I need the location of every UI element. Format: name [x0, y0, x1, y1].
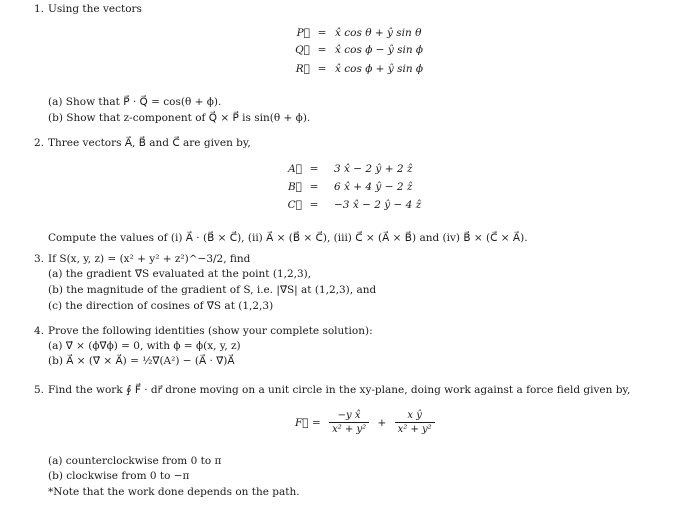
force-field-equation — [292, 410, 437, 435]
problem-5-part-b: (b) clockwise from 0 to −π — [48, 470, 190, 482]
problem-2-intro-text: Three vectors A⃗, B⃗ and C⃗ are given by, — [48, 137, 251, 149]
problem-3-intro — [34, 253, 250, 266]
equation-lhs: P⃗ — [296, 27, 310, 39]
equation-equals: = — [309, 163, 319, 175]
problem-5-part-a: (a) counterclockwise from 0 to π — [48, 455, 222, 467]
equation-rhs: 6 x̂ + 4 ŷ − 2 ẑ — [334, 181, 413, 193]
problem-1-part-b: (b) Show that z-component of Q⃗ × P⃗ is sin(θ + ϕ). — [48, 112, 311, 124]
problem-5-number: 5. — [34, 384, 45, 396]
equation-equals: = — [317, 44, 327, 56]
force-fraction-1 — [329, 410, 369, 435]
problem-4-number: 4. — [34, 325, 45, 337]
problem-1-intro — [34, 3, 142, 16]
problem-4-intro-text: Prove the following identities (show your complete solution): — [48, 325, 373, 337]
equation-rhs: x̂ cos ϕ + ŷ sin ϕ — [335, 63, 424, 75]
fraction-denominator: x² + y² — [332, 424, 367, 435]
problem-5-intro-text: Find the work ∮ F⃗ · dr⃗ drone moving on a unit circle in the xy-plane, doing work against a force field given by, — [48, 384, 631, 396]
plus-sign: + — [377, 416, 387, 429]
problem-3-part-a: (a) the gradient ∇⃗S evaluated at the point (1,2,3), — [48, 268, 312, 280]
equation-rhs: −3 x̂ − 2 ŷ − 4 ẑ — [334, 199, 422, 211]
equation-lhs: Q⃗ — [295, 44, 310, 56]
equation-lhs: B⃗ — [287, 181, 302, 193]
equation-rhs: x̂ cos θ + ŷ sin θ — [335, 27, 422, 39]
problem-3-part-b: (b) the magnitude of the gradient of S, i.e. |∇⃗S| at (1,2,3), and — [48, 284, 377, 296]
problem-1-intro-text: Using the vectors — [48, 3, 142, 15]
equation-equals: = — [317, 63, 327, 75]
equation-lhs: C⃗ — [287, 199, 302, 211]
problem-4-part-a: (a) ∇⃗ × (ϕ∇⃗ϕ) = 0, with ϕ = ϕ(x, y, z) — [48, 340, 241, 352]
problem-5-note: *Note that the work done depends on the path. — [48, 486, 300, 498]
problem-4-part-b: (b) A⃗ × (∇⃗ × A⃗) = ½∇⃗(A²) − (A⃗ · ∇⃗)A⃗ — [48, 355, 235, 367]
problem-3-intro-text: If S(x, y, z) = (x² + y² + z²)^−3/2, find — [48, 253, 251, 265]
problem-4-intro — [34, 325, 373, 338]
fraction-numerator: −y x̂ — [329, 410, 369, 423]
equation-equals: = — [309, 199, 319, 211]
force-field-lhs: F⃗ = — [295, 416, 321, 429]
equation-lhs: A⃗ — [288, 163, 302, 175]
force-fraction-2 — [395, 410, 435, 435]
equation-equals: = — [317, 27, 327, 39]
problem-1-number: 1. — [34, 3, 45, 15]
problem-2-compute: Compute the values of (i) A⃗ · (B⃗ × C⃗), (ii) A⃗ × (B⃗ × C⃗), (iii) C⃗ × (A⃗ × B⃗) and (iv) B⃗ × (C⃗ × A⃗). — [48, 232, 528, 244]
equation-lhs: R⃗ — [295, 63, 310, 75]
problem-3-part-c: (c) the direction of cosines of ∇⃗S at (1,2,3) — [48, 300, 274, 312]
problem-2-intro — [34, 137, 251, 150]
problem-2-number: 2. — [34, 137, 45, 149]
problem-1-part-a: (a) Show that P⃗ · Q⃗ = cos(θ + ϕ). — [48, 96, 222, 108]
fraction-numerator: x ŷ — [395, 410, 435, 423]
equation-rhs: x̂ cos ϕ − ŷ sin ϕ — [335, 44, 424, 56]
equation-equals: = — [309, 181, 319, 193]
equation-rhs: 3 x̂ − 2 ŷ + 2 ẑ — [334, 163, 413, 175]
problem-5-intro — [34, 384, 630, 397]
problem-3-number: 3. — [34, 253, 45, 265]
fraction-denominator: x² + y² — [397, 424, 432, 435]
